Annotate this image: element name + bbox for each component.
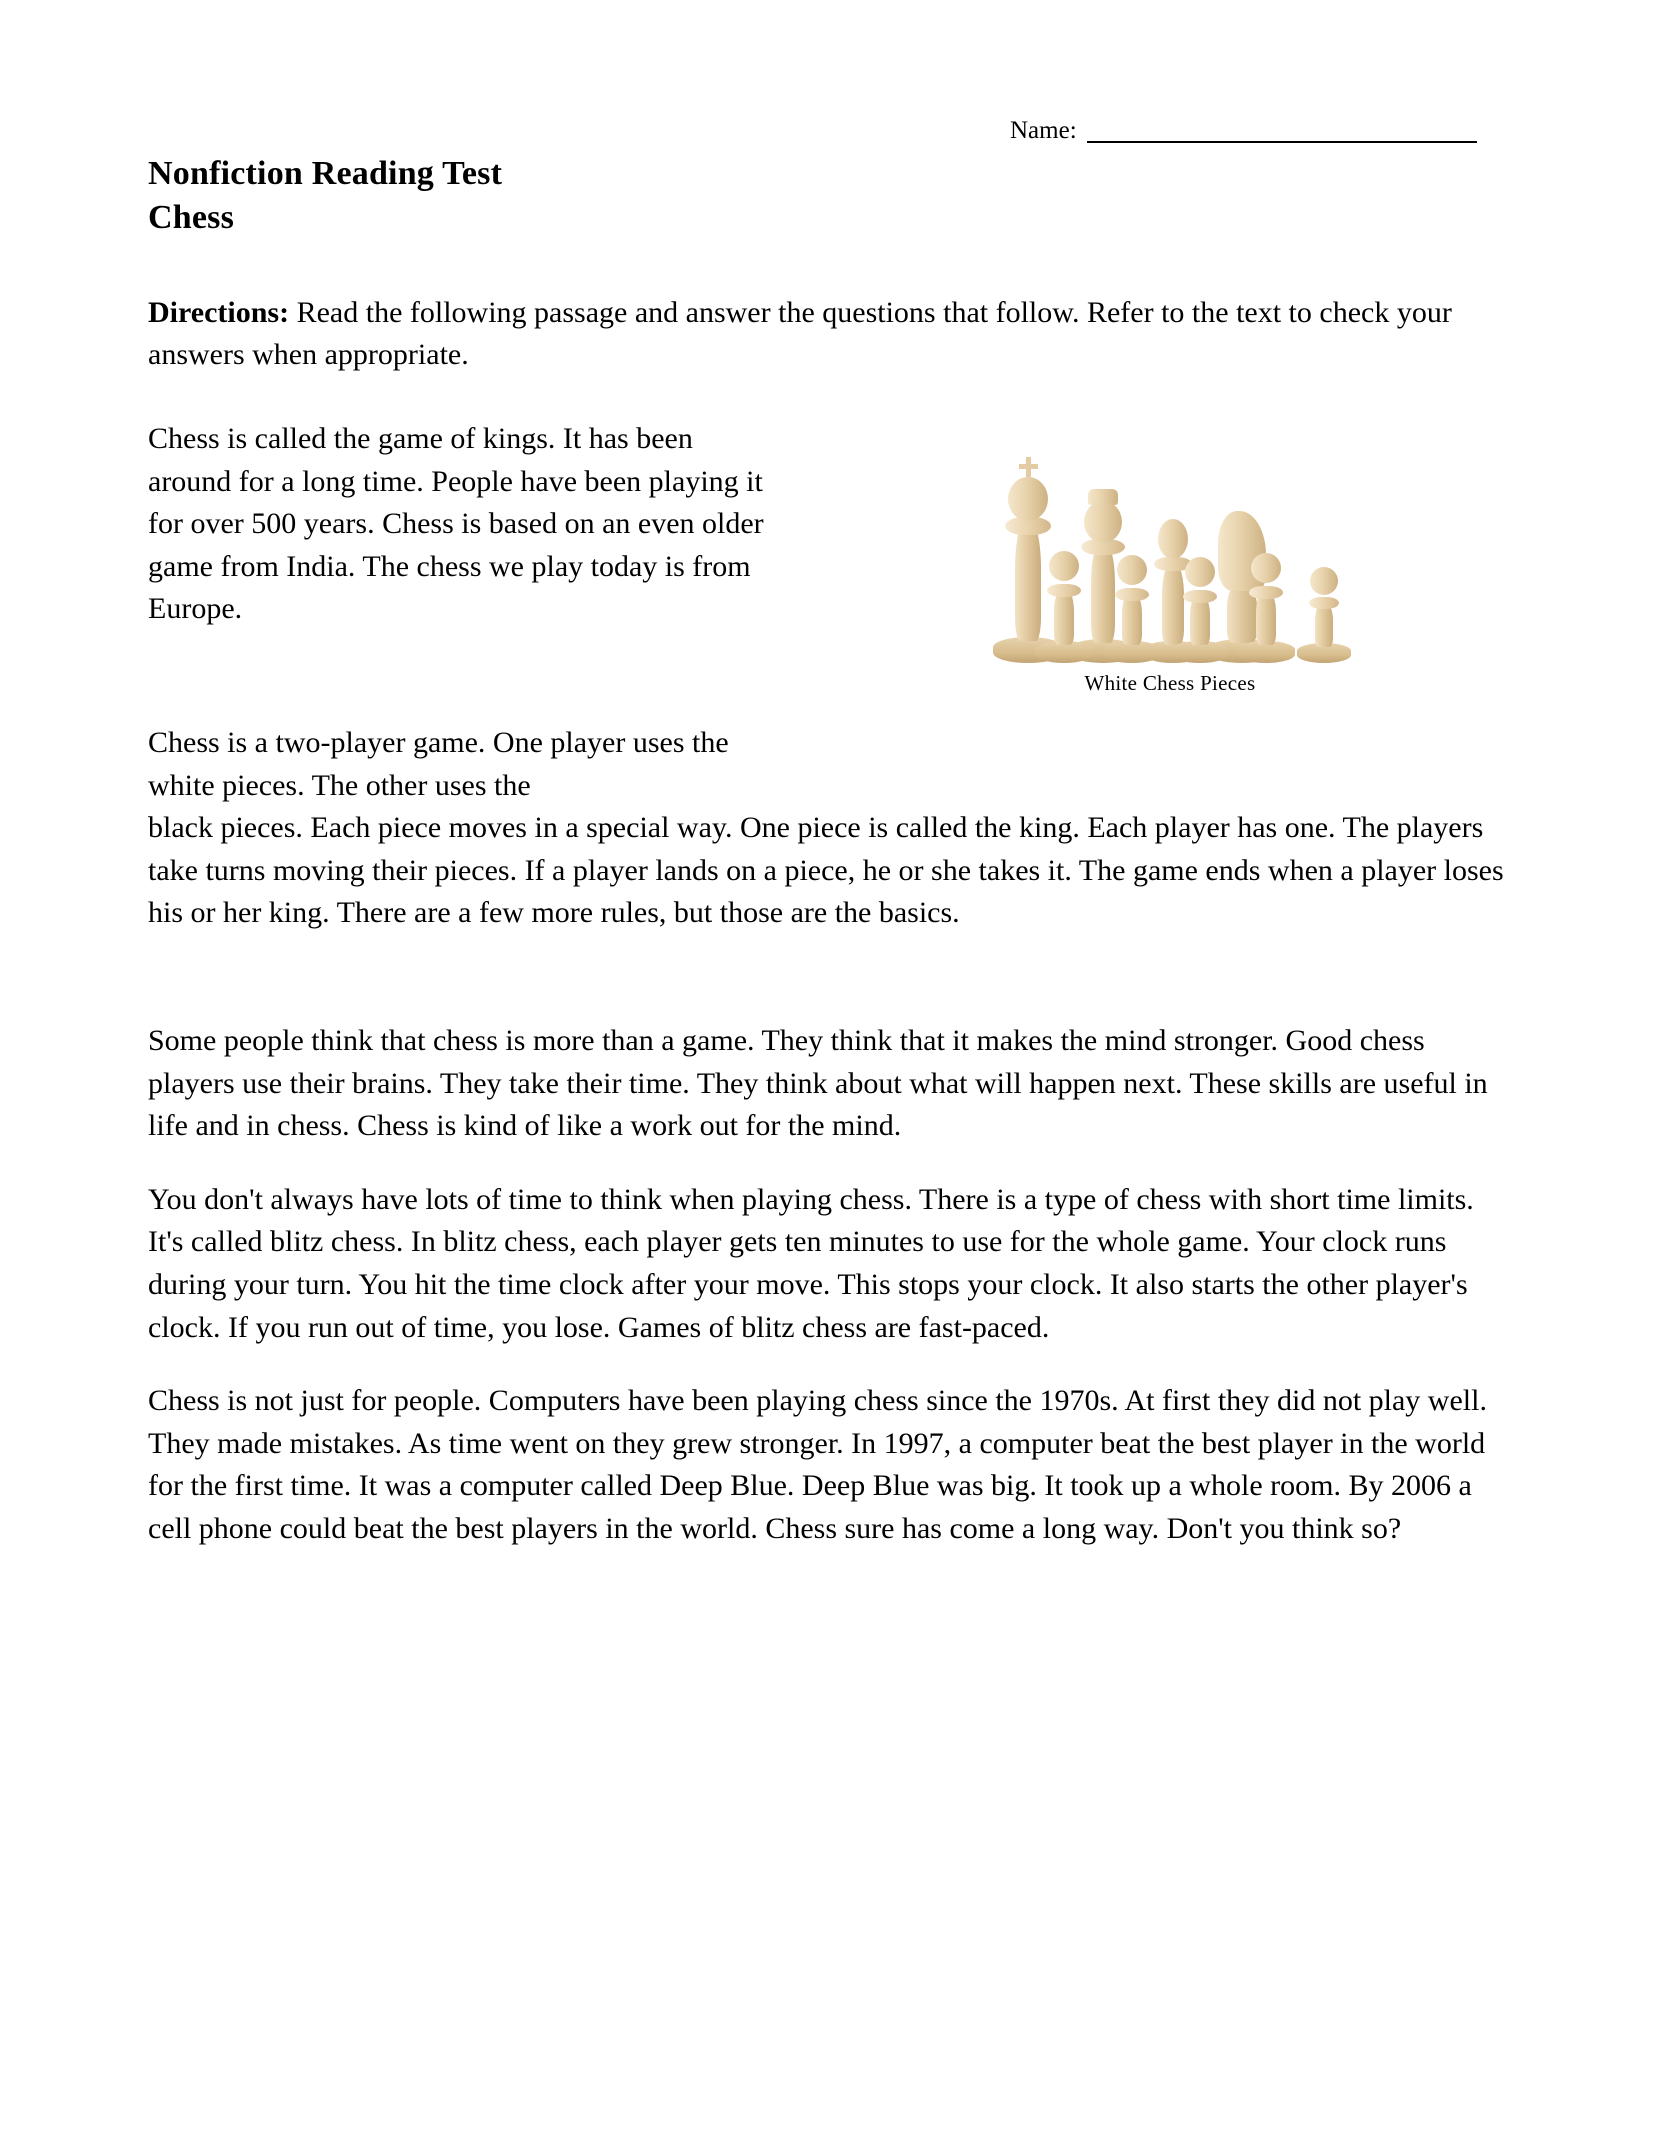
pawn-piece-icon: [1171, 551, 1229, 663]
passage-paragraph-1: Chess is called the game of kings. It has been around for a long time. People have been playing it for over 500 years. Chess is based on an even older game from India. The chess we play today is from Europe.: [148, 422, 764, 626]
passage-paragraph-2-lead: Chess is a two-player game. One player uses the white pieces. The other uses the: [148, 726, 729, 802]
directions-label: Directions:: [148, 296, 290, 329]
passage-paragraph-4: You don't always have lots of time to think when playing chess. There is a type of chess with short time limits. It's called blitz chess. In blitz chess, each player gets ten minutes to use for the whole game. Your clock runs during your turn. You hit the time clock after your move. This stops your clock. It also starts the other player's clock. If you run out of time, you lose. Games of blitz chess are fast-paced.: [148, 1182, 1474, 1344]
pawn-piece-icon: [1035, 543, 1093, 663]
pawn-piece-icon: [1237, 545, 1295, 663]
name-field-row: [1010, 118, 1477, 143]
passage-paragraph-2: [148, 722, 1508, 935]
passage-paragraph-5: Chess is not just for people. Computers have been playing chess since the 1970s. At first they did not play well. They made mistakes. As time went on they grew stronger. In 1997, a computer beat the best player in the world for the first time. It was a computer called Deep Blue. Deep Blue was big. It took up a whole room. By 2006 a cell phone could beat the best players in the world. Chess sure has come a long way. Don't you think so?: [148, 1384, 1487, 1545]
figure-caption: White Chess Pieces: [1084, 671, 1256, 695]
title-line-test: Nonfiction Reading Test: [148, 155, 503, 192]
pawn-piece-icon: [1103, 548, 1161, 663]
name-label: Name:: [1010, 117, 1077, 144]
title-line-topic: Chess: [148, 198, 235, 236]
figure-white-chess-pieces: [975, 438, 1365, 696]
passage-body: [148, 1020, 1508, 1582]
name-input-line[interactable]: [1087, 121, 1477, 143]
pawn-piece-icon: [1297, 563, 1351, 663]
directions-block: [148, 292, 1508, 376]
passage-paragraph-3: Some people think that chess is more than a game. They think that it makes the mind stronger. Good chess players use their brains. They take their time. They think about what will happen next. These skills are useful in life and in chess. Chess is kind of like a work out for the mind.: [148, 1024, 1488, 1143]
directions-text: Read the following passage and answer the questions that follow. Refer to the text to check your answers when appropriate.: [148, 296, 1452, 371]
page-title: [148, 152, 1048, 239]
passage-paragraph-2-rest: black pieces. Each piece moves in a special way. One piece is called the king. Each player has one. The players take turns moving their pieces. If a player lands on a piece, he or she takes it. The game ends when a player loses his or her king. There are a few more rules, but those are the basics.: [148, 811, 1504, 930]
chess-pieces-image: [975, 438, 1365, 663]
